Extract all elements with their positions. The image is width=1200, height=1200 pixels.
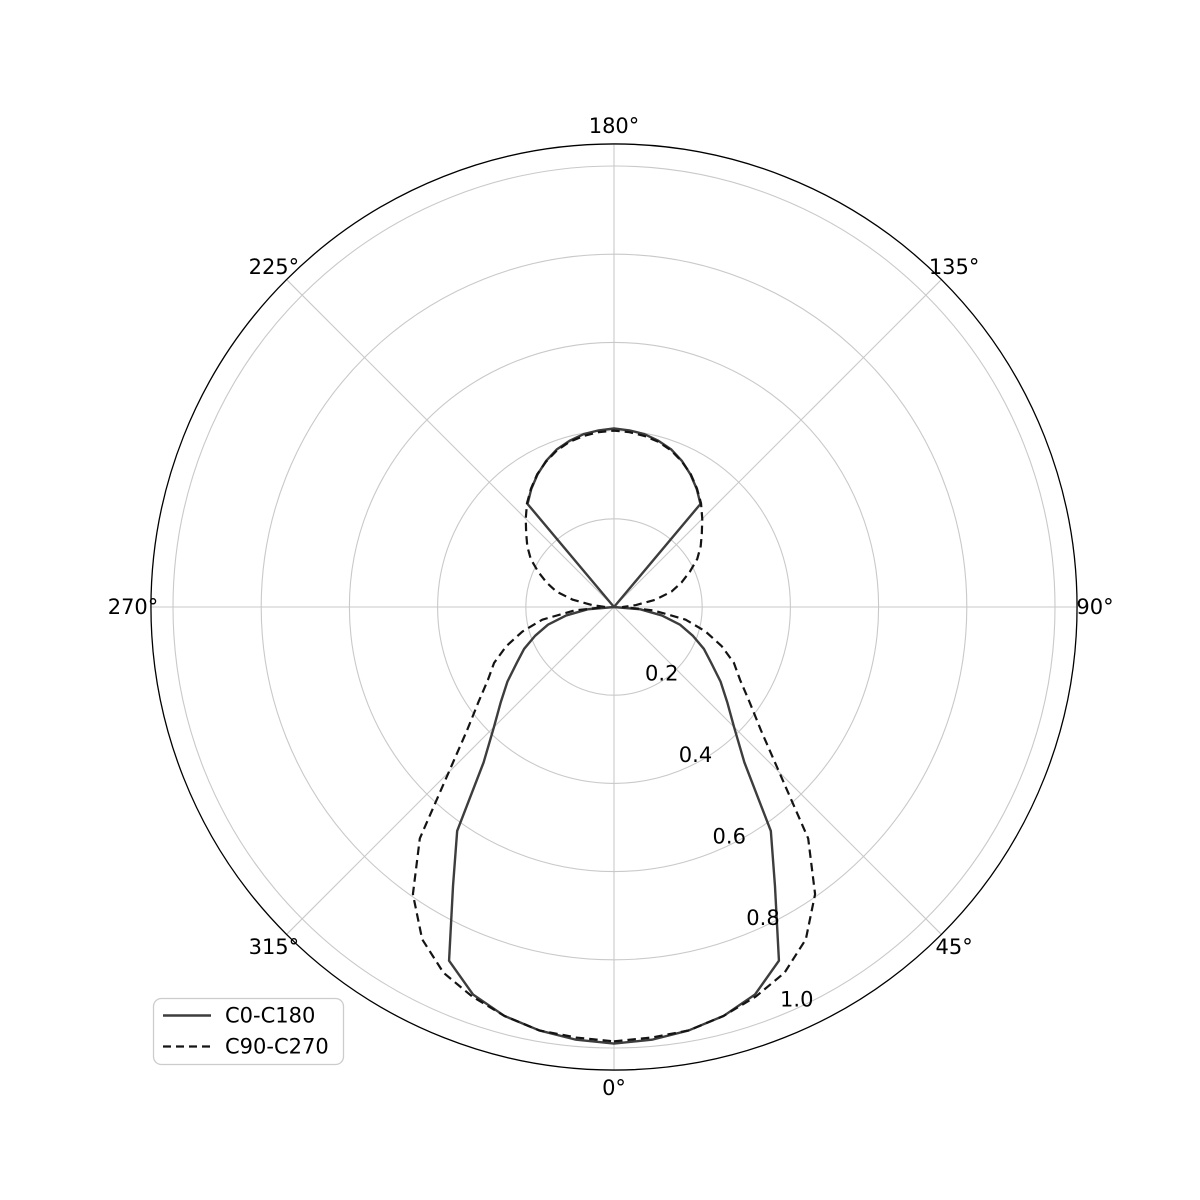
grid-spoke-315° xyxy=(287,607,614,934)
radial-tick-label-1.0: 1.0 xyxy=(780,987,814,1012)
radial-tick-label-0.8: 0.8 xyxy=(746,905,780,930)
angular-tick-label-45°: 45° xyxy=(935,935,973,960)
angular-tick-label-90°: 90° xyxy=(1076,595,1114,619)
grid-spoke-45° xyxy=(614,607,941,934)
angular-tick-label-270°: 270° xyxy=(107,595,159,619)
angular-tick-label-180°: 180° xyxy=(588,114,640,138)
angular-tick-label-315°: 315° xyxy=(248,935,300,960)
legend-label-C90-C270: C90-C270 xyxy=(225,1034,329,1059)
radial-tick-label-0.4: 0.4 xyxy=(678,742,713,767)
radial-tick-label-0.2: 0.2 xyxy=(645,661,679,686)
angular-tick-label-135°: 135° xyxy=(928,254,980,279)
angular-tick-label-0°: 0° xyxy=(602,1076,626,1100)
radial-tick-label-0.6: 0.6 xyxy=(712,824,746,849)
legend-label-C0-C180: C0-C180 xyxy=(225,1003,316,1028)
angular-tick-label-225°: 225° xyxy=(248,254,300,279)
